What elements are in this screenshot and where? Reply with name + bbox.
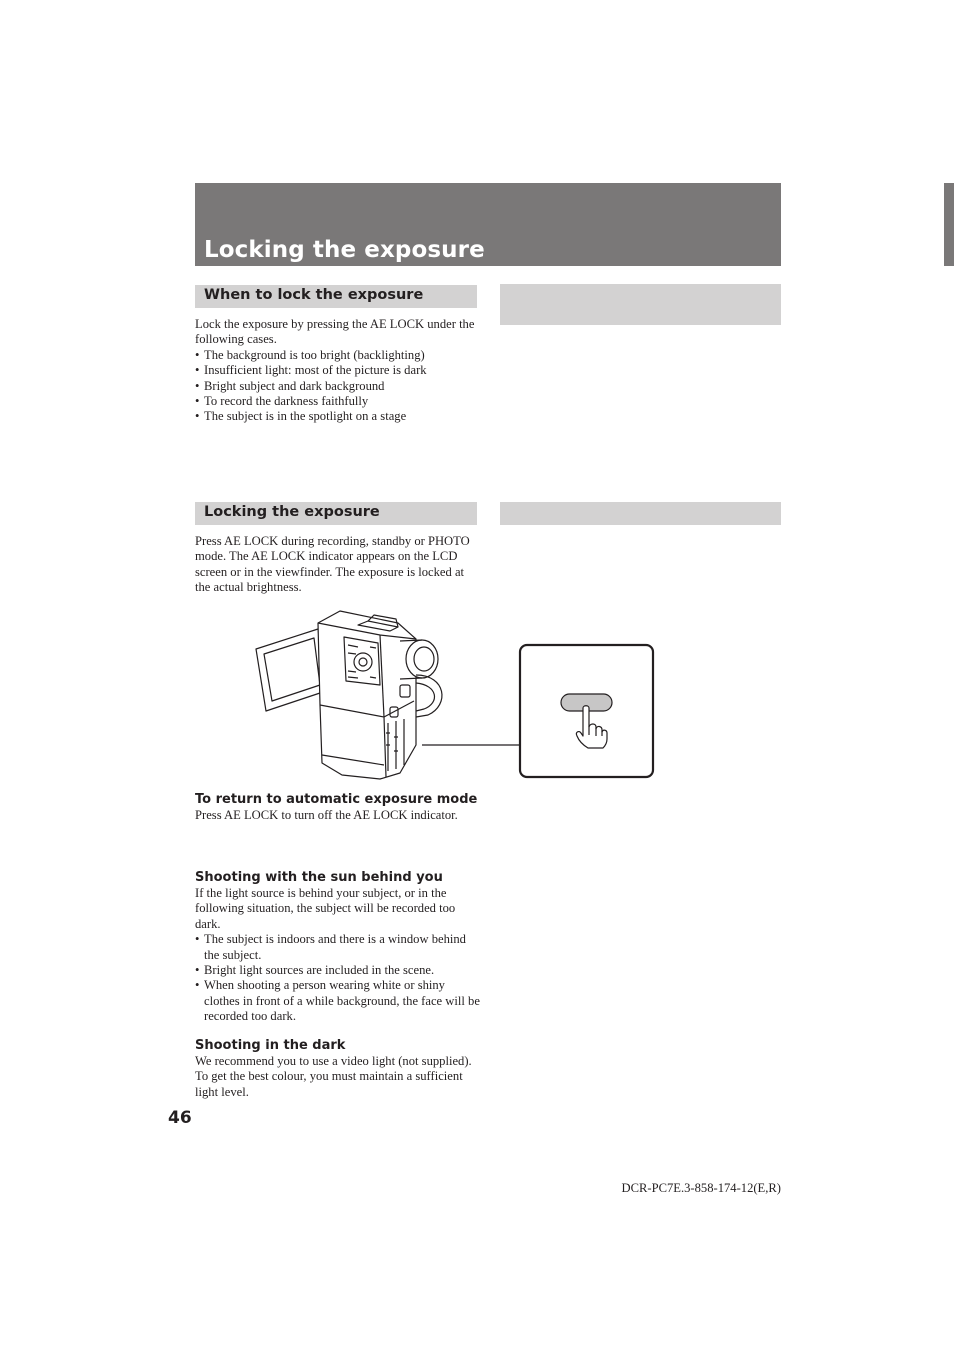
page-title: Locking the exposure [204,237,485,263]
list-item: • Bright light sources are included in the scene. [195,963,480,978]
section1-bullet-list [195,348,480,425]
section2-body [195,534,480,596]
list-item: • The subject is indoors and there is a window behind the subject. [195,932,480,963]
section2-intro: Press AE LOCK during recording, standby or PHOTO mode. The AE LOCK indicator appears on the LCD screen or in the viewfinder. The exposure is locked at the actual brightness. [195,534,470,595]
section1-body [195,317,480,425]
translation-placeholder-block [500,502,781,525]
edge-tab [944,183,954,266]
list-item: • Bright subject and dark background [195,379,480,394]
footer-model-code: DCR-PC7E.3-858-174-12(E,R) [621,1181,781,1195]
section-heading-when-to-lock [195,285,477,308]
dark-block [195,1038,480,1100]
return-auto-text: Press AE LOCK to turn off the AE LOCK indicator. [195,808,458,822]
list-item: • The background is too bright (backlighting) [195,348,480,363]
section-heading-text: Locking the exposure [204,504,380,520]
sun-behind-text: If the light source is behind your subject, or in the following situation, the subject will be recorded too dark. [195,886,456,931]
list-item: • Insufficient light: most of the picture is dark [195,363,480,378]
translation-placeholder-block [500,284,781,325]
list-item: • To record the darkness faithfully [195,394,480,409]
sun-behind-block [195,870,480,1025]
title-band [195,183,781,266]
return-auto-heading: To return to automatic exposure mode [195,792,478,807]
list-item: • When shooting a person wearing white or shiny clothes in front of a while background, the face will be recorded too dark. [195,978,480,1024]
list-item: • The subject is in the spotlight on a stage [195,409,480,424]
ae-lock-illustration [250,605,660,785]
section-heading-locking [195,502,477,525]
return-auto-block [195,792,480,823]
section1-intro: Lock the exposure by pressing the AE LOCK under the following cases. [195,317,475,347]
dark-text: We recommend you to use a video light (not supplied). To get the best colour, you must maintain a sufficient light level. [195,1054,472,1099]
camcorder-icon [256,611,442,779]
page-number: 46 [168,1108,192,1128]
dark-heading: Shooting in the dark [195,1038,346,1053]
sun-behind-bullet-list [195,932,480,1024]
section-heading-text: When to lock the exposure [204,287,424,303]
sun-behind-heading: Shooting with the sun behind you [195,870,443,885]
